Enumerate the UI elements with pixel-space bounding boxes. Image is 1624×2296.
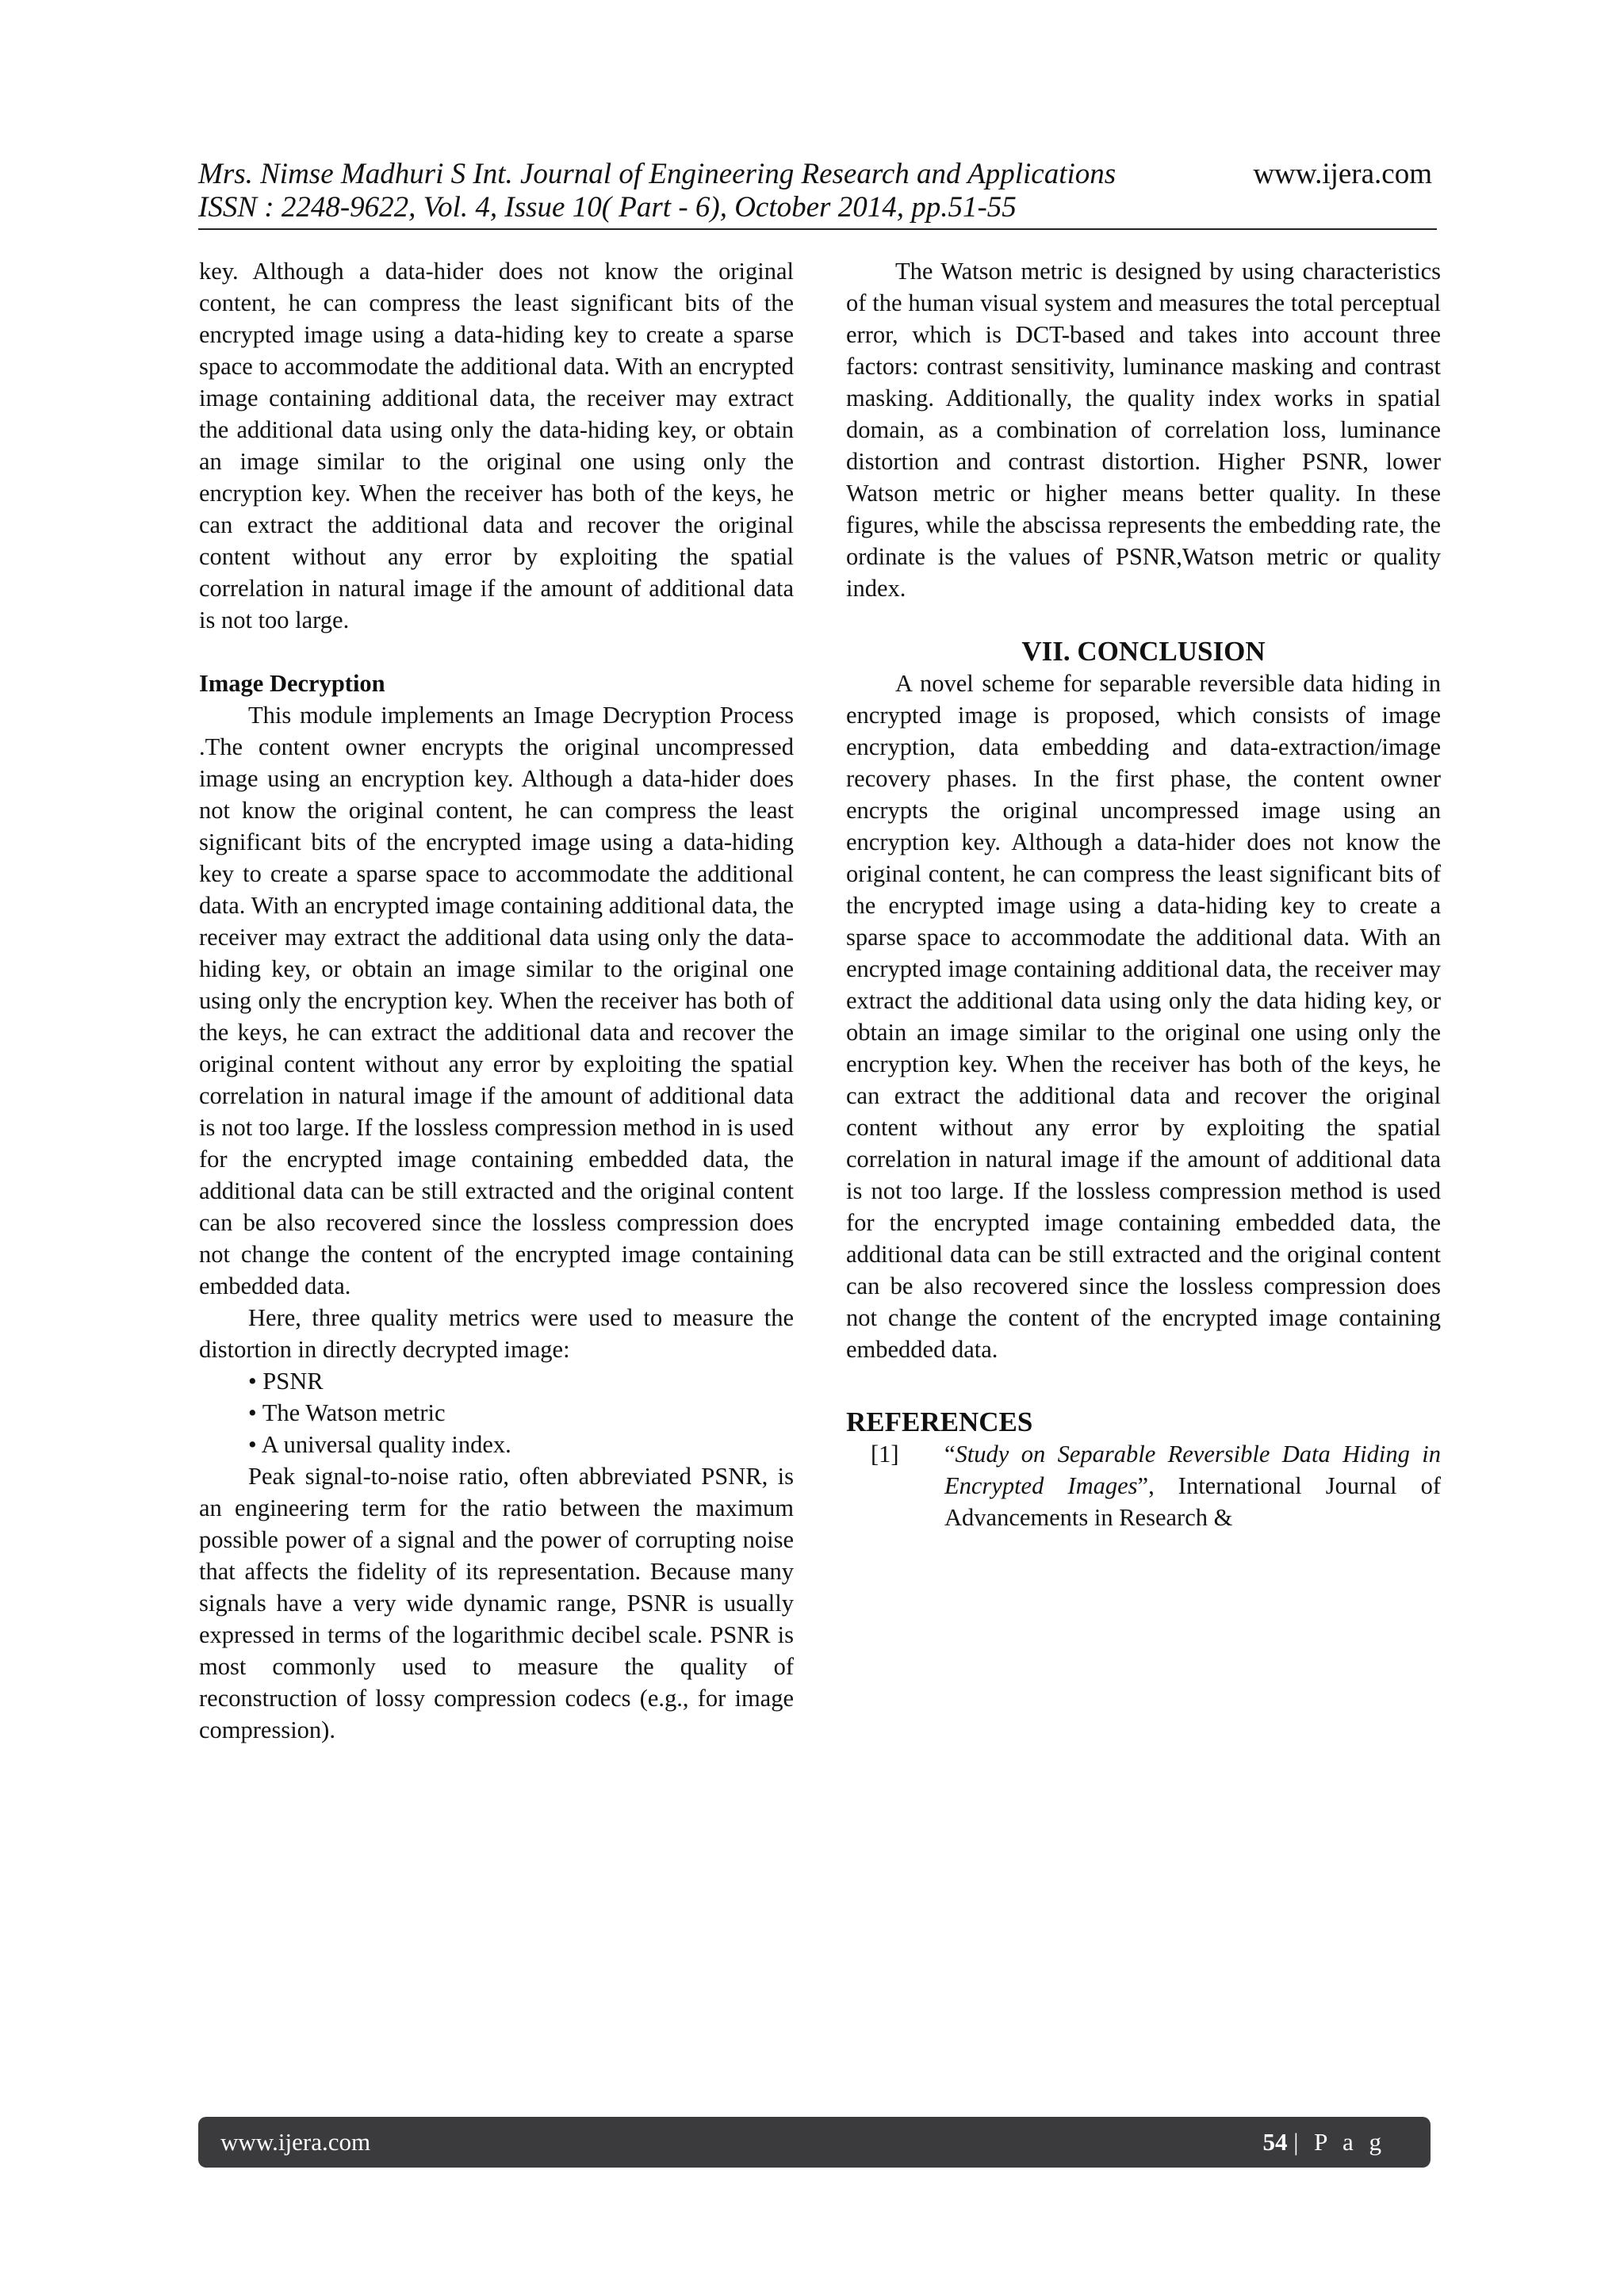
journal-citation-line: Mrs. Nimse Madhuri S Int. Journal of Engineering Research and Applications xyxy=(198,158,1116,190)
decryption-paragraph: This module implements an Image Decryption Process .The content owner encrypts the original uncompressed image using an encryption key. Although a data-hider does not know the original content, he can compress the least significant bits of the encrypted image using a data-hiding key to create a sparse space to accommodate the additional data. With an encrypted image containing additional data, the receiver may extract the additional data using only the data-hiding key, or obtain an image similar to the original one using only the encryption key. When the receiver has both of the keys, he can extract the additional data and recover the original content without any error by exploiting the spatial correlation in natural image if the amount of additional data is not too large. If the lossless compression method in is used for the encrypted image containing embedded data, the additional data can be still extracted and the original content can be also recovered since the lossless compression does not change the content of the encrypted image containing embedded data. xyxy=(199,702,794,1299)
reference-title: Study on Separable Reversible Data Hiding in Encrypted Images xyxy=(944,1441,1441,1499)
page-header xyxy=(198,152,1437,230)
list-item: • PSNR xyxy=(248,1368,324,1395)
watson-paragraph: The Watson metric is designed by using characteristics of the human visual system and measures the total perceptual error, which is DCT-based and takes into account three factors: contrast sensitivity, luminance masking and contrast masking. Additionally, the quality index works in spatial domain, as a combination of correlation loss, luminance distortion and contrast distortion. Higher PSNR, lower Watson metric or higher means better quality. In these figures, while the abscissa represents the embedding rate, the ordinate is the values of PSNR,Watson metric or quality index. xyxy=(846,258,1441,602)
references-heading: REFERENCES xyxy=(846,1406,1033,1437)
header-website-link[interactable]: www.ijera.com xyxy=(1253,158,1432,190)
left-column xyxy=(199,255,794,1746)
page-indicator xyxy=(1262,2125,1386,2160)
header-rule xyxy=(198,228,1437,230)
reference-open-quote: “ xyxy=(944,1441,956,1468)
issn-line: ISSN : 2248-9622, Vol. 4, Issue 10( Part - 6), October 2014, pp.51-55 xyxy=(198,191,1017,224)
psnr-paragraph: Peak signal-to-noise ratio, often abbreviated PSNR, is an engineering term for the ratio between the maximum possible power of a signal and the power of corrupting noise that affects the fidelity of its representation. Because many signals have a very wide dynamic range, PSNR is usually expressed in terms of the logarithmic decibel scale. PSNR is most commonly used to measure the quality of reconstruction of lossy compression codecs (e.g., for image compression). xyxy=(199,1463,794,1743)
page-number: 54 xyxy=(1262,2128,1288,2156)
section-title-conclusion: VII. CONCLUSION xyxy=(1021,636,1266,667)
right-column xyxy=(846,255,1441,1533)
footer-website-link[interactable]: www.ijera.com xyxy=(220,2128,371,2156)
reference-item xyxy=(846,1438,1441,1533)
metrics-paragraph: Here, three quality metrics were used to measure the distortion in directly decrypted image: xyxy=(199,1304,794,1363)
reference-number: [1] xyxy=(871,1441,899,1468)
subheading-image-decryption: Image Decryption xyxy=(199,670,385,697)
conclusion-paragraph: A novel scheme for separable reversible data hiding in encrypted image is proposed, which consists of image encryption, data embedding and data-extraction/image recovery phases. In the first phase, the content owner encrypts the original uncompressed image using an encryption key. Although a data-hider does not know the original content, he can compress the least significant bits of the encrypted image using a data-hiding key to create a sparse space to accommodate the additional data. With an encrypted image containing additional data, the receiver may extract the additional data using only the data hiding key, or obtain an image similar to the original one using only the encryption key. When the receiver has both of the keys, he can extract the additional data and recover the original content without any error by exploiting the spatial correlation in natural image if the amount of additional data is not too large. If the lossless compression method is used for the encrypted image containing embedded data, the additional data can be still extracted and the original content can be also recovered since the lossless compression does not change the content of the encrypted image containing embedded data. xyxy=(846,670,1441,1363)
page-label: | P a g xyxy=(1293,2128,1386,2156)
list-item: • The Watson metric xyxy=(248,1399,446,1426)
metrics-list xyxy=(199,1365,794,1460)
page-footer xyxy=(198,2117,1431,2168)
list-item: • A universal quality index. xyxy=(248,1431,511,1458)
reference-source: ”, International Journal of Advancements in Research & xyxy=(944,1472,1441,1531)
continued-paragraph: key. Although a data-hider does not know the original content, he can compress the least significant bits of the encrypted image using a data-hiding key to create a sparse space to accommodate the additional data. With an encrypted image containing additional data, the receiver may extract the additional data using only the data-hiding key, or obtain an image similar to the original one using only the encryption key. When the receiver has both of the keys, he can extract the additional data and recover the original content without any error by exploiting the spatial correlation in natural image if the amount of additional data is not too large. xyxy=(199,258,794,633)
